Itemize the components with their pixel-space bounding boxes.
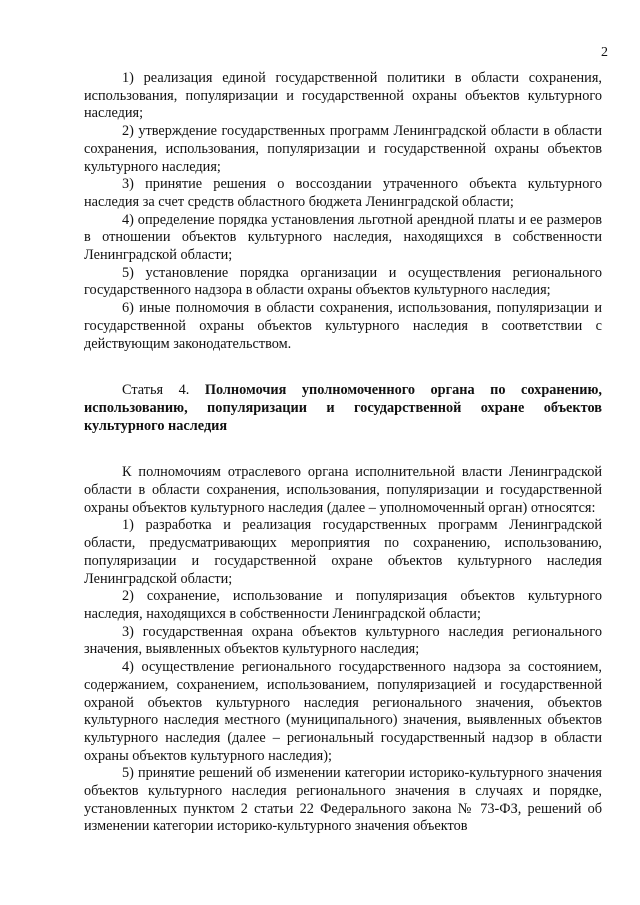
list-item: 5) принятие решений об изменении категории историко-культурного значения объектов культурного наследия регионального значения в случаях и порядке, установленных пунктом 2 статьи 22 Федерального закона № 73-ФЗ, решений об изменении категории историко-культурного значения объектов [84, 765, 602, 835]
list-item: 3) государственная охрана объектов культурного наследия регионального значения, выявленных объектов культурного наследия; [84, 623, 602, 658]
article-title: Полномочия уполномоченного органа по сохранению, использованию, популяризации и государственной охране объектов культурного наследия [84, 382, 602, 434]
article-heading [84, 382, 602, 435]
list-item: 4) осуществление регионального государственного надзора за состоянием, содержанием, сохранением, использованием, популяризацией и государственной охраной объектов культурного наследия регионального значения, объектов культурного наследия местного (муниципального) значения, выявленных объектов культурного наследия (далее – региональный государственный надзор в области охраны объектов культурного наследия); [84, 659, 602, 764]
list-item: 1) разработка и реализация государственных программ Ленинградской области, предусматривающих мероприятия по сохранению, использованию, популяризации и государственной охране объектов культурного наследия Ленинградской области; [84, 517, 602, 587]
document-body [84, 70, 602, 836]
page-number: 2 [601, 45, 608, 60]
article-prefix: Статья 4. [122, 382, 205, 399]
list-item: 1) реализация единой государственной политики в области сохранения, использования, популяризации и государственной охраны объектов культурного наследия; [84, 70, 602, 122]
article-intro: К полномочиям отраслевого органа исполнительной власти Ленинградской области в области сохранения, использования, популяризации и государственной охраны объектов культурного наследия (далее – уполномоченный орган) относятся: [84, 464, 602, 516]
list-item: 2) утверждение государственных программ Ленинградской области в области сохранения, использования, популяризации и государственной охраны объектов культурного наследия; [84, 123, 602, 175]
list-item: 4) определение порядка установления льготной арендной платы и ее размеров в отношении объектов культурного наследия, находящихся в собственности Ленинградской области; [84, 211, 602, 264]
list-item: 6) иные полномочия в области сохранения, использования, популяризации и государственной охраны объектов культурного наследия в соответствии с действующим законодательством. [84, 300, 602, 352]
list-item: 5) установление порядка организации и осуществления регионального государственного надзора в области охраны объектов культурного наследия; [84, 264, 602, 299]
list-item: 3) принятие решения о воссоздании утраченного объекта культурного наследия за счет средств областного бюджета Ленинградской области; [84, 176, 602, 210]
list-item: 2) сохранение, использование и популяризация объектов культурного наследия, находящихся в собственности Ленинградской области; [84, 588, 602, 622]
